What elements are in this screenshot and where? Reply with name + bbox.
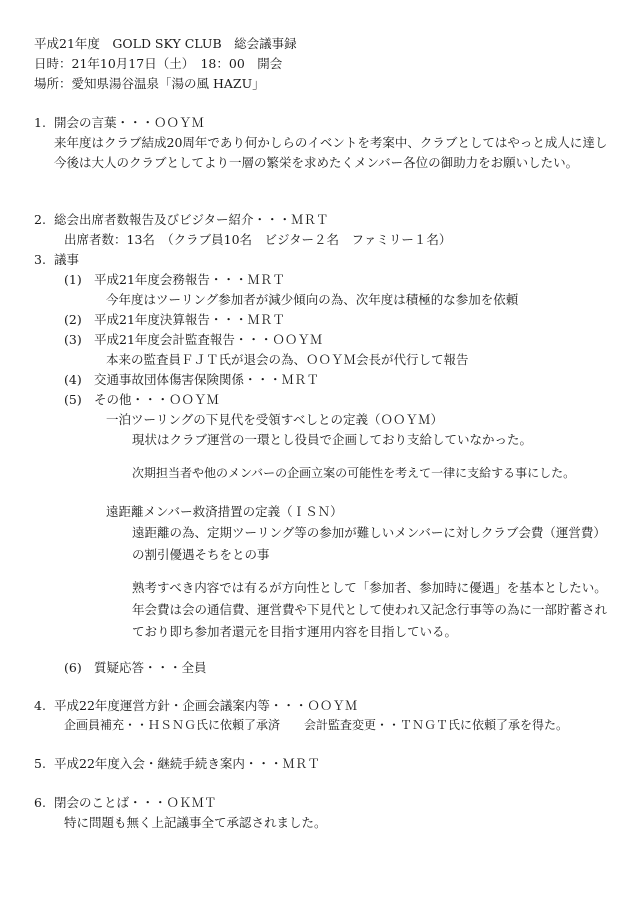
sub-2-title: 平成21年度決算報告・・・ＭＲＴ (94, 312, 285, 327)
item-1-body: 来年度はクラブ結成20周年であり何かしらのイベントを考案中、クラブとしてはやっと成人に達し今後は大人のクラブとしてより一層の繁栄を求めたくメンバー各位の御助力をお願いしたい。 (54, 135, 608, 170)
item-1-number: 1. (34, 115, 46, 130)
sub-6-number: (6) (64, 660, 82, 675)
sub-4-number: (4) (64, 372, 82, 387)
item-3-number: 3. (34, 252, 46, 267)
item-4-body: 企画員補充・・ＨＳＮＧ氏に依頼了承済 会計監査変更・・ＴＮＧＴ氏に依頼了承を得た。 (64, 718, 569, 732)
meeting-datetime: 日時：21年10月17日（土） 18：00 開会 (34, 56, 283, 71)
item-4-title: 平成22年度運営方針・企画会議案内等・・・ＯＯＹＭ (54, 698, 358, 713)
sub-2-number: (2) (64, 312, 82, 327)
meeting-place: 場所：愛知県湯谷温泉「湯の風 HAZU」 (34, 76, 265, 91)
item-6-number: 6. (34, 795, 46, 810)
sub-1-number: (1) (64, 272, 82, 287)
sub-5-topic-a-decision: 次期担当者や他のメンバーの企画立案の可能性を考えて一律に支給する事にした。 (132, 466, 576, 480)
item-6-body: 特に問題も無く上記議事全て承認されました。 (64, 815, 327, 830)
item-2-number: 2. (34, 212, 46, 227)
item-1-title: 開会の言葉・・・ＯＯＹＭ (54, 115, 205, 130)
item-2-body: 出席者数：13名 （クラブ員10名 ビジター２名 ファミリー１名） (64, 232, 452, 247)
sub-3-number: (3) (64, 332, 82, 347)
sub-3-title: 平成21年度会計監査報告・・・ＯＯＹＭ (94, 332, 323, 347)
item-6-title: 閉会のことば・・・ＯＫＭＴ (54, 795, 217, 810)
sub-5-topic-a-current: 現状はクラブ運営の一環とし役員で企画しており支給していなかった。 (132, 432, 533, 447)
sub-5-topic-b-request: 遠距離の為、定期ツーリング等の参加が難しいメンバーに対しクラブ会費（運営費）の割引優遇そちをとの事 (132, 525, 606, 562)
item-2-title: 総会出席者数報告及びビジター紹介・・・ＭＲＴ (54, 212, 329, 227)
document-title: 平成21年度 GOLD SKY CLUB 総会議事録 (34, 36, 297, 51)
sub-4-title: 交通事故団体傷害保険関係・・・ＭＲＴ (94, 372, 320, 387)
sub-5-topic-b-title: 遠距離メンバー救済措置の定義（ＩＳＮ） (106, 504, 343, 519)
item-3-title: 議事 (54, 252, 80, 267)
item-5-number: 5. (34, 756, 46, 771)
sub-5-topic-b-response: 熟考すべき内容では有るが方向性として「参加者、参加時に優遇」を基本としたい。 年会費は会の通信費、運営費や下見代として使われ又記念行事等の為に一部貯蓄されており即ち参加者還元を目指す運用内容を目指している。 (132, 580, 614, 639)
item-5-title: 平成22年度入会・継続手続き案内・・・ＭＲＴ (54, 756, 320, 771)
item-4-number: 4. (34, 698, 46, 713)
sub-5-title: その他・・・ＯＯＹＭ (94, 392, 220, 407)
sub-1-body: 今年度はツーリング参加者が減少傾向の為、次年度は積極的な参加を依頼 (106, 292, 519, 307)
sub-5-number: (5) (64, 392, 82, 407)
sub-3-body: 本来の監査員ＦＪＴ氏が退会の為、ＯＯＹＭ会長が代行して報告 (106, 352, 469, 367)
sub-6-title: 質疑応答・・・全員 (94, 660, 207, 675)
sub-1-title: 平成21年度会務報告・・・ＭＲＴ (94, 272, 285, 287)
sub-5-topic-a-title: 一泊ツーリングの下見代を受領すべしとの定義（ＯＯＹＭ） (106, 412, 444, 427)
